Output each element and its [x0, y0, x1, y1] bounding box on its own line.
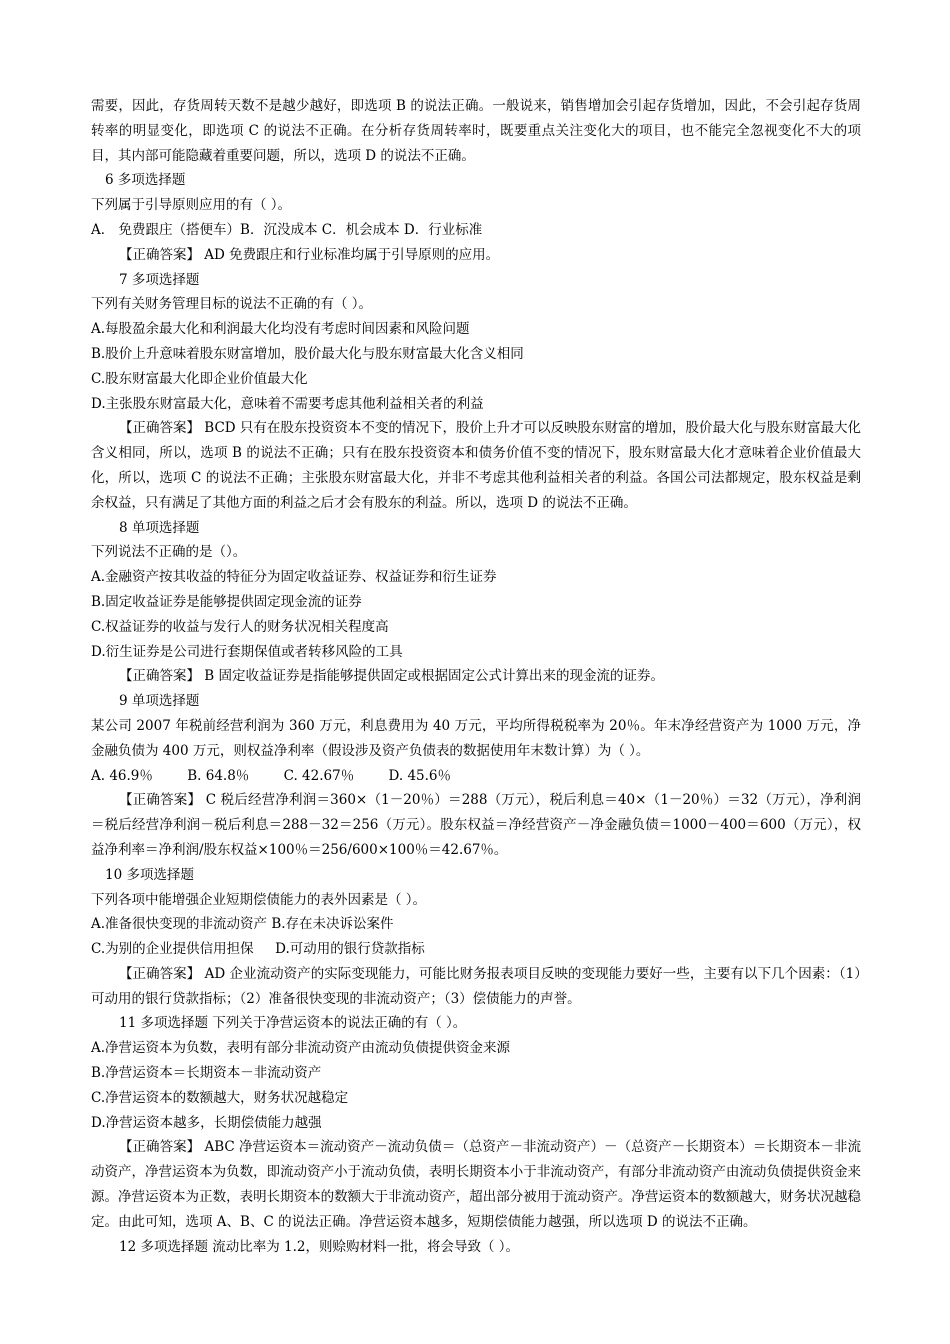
question-11-option-d: D.净营运资本越多，长期偿债能力越强 — [91, 1114, 322, 1131]
question-10-heading: 10 多项选择题 — [105, 866, 194, 883]
question-11-option-b: B.净营运资本＝长期资本－非流动资产 — [91, 1065, 322, 1082]
question-8-answer: 【正确答案】 B 固定收益证券是指能够提供固定或根据固定公式计算出来的现金流的证券。 — [119, 668, 665, 685]
question-7-option-c: C.股东财富最大化即企业价值最大化 — [91, 370, 308, 387]
question-11-option-c: C.净营运资本的数额越大，财务状况越稳定 — [91, 1089, 349, 1106]
question-7-option-a: A.每股盈余最大化和利润最大化均没有考虑时间因素和风险问题 — [91, 321, 470, 338]
question-10-options-ab: A.准备很快变现的非流动资产 B.存在未决诉讼案件 — [91, 916, 394, 933]
question-8-option-d: D.衍生证券是公司进行套期保值或者转移风险的工具 — [91, 643, 403, 660]
question-11-heading: 11 多项选择题 下列关于净营运资本的说法正确的有（ ）。 — [119, 1015, 467, 1032]
question-7-heading: 7 多项选择题 — [119, 271, 200, 288]
question-9-answer: 【正确答案】 C 税后经营净利润＝360×（1－20％）＝288（万元），税后利息＝40×（1－20％）＝32（万元），净利润＝税后经营净利润－税后利息＝288－32＝256（万元）。股东权益＝净经营资产－净金融负债＝1000－400＝600（万元），权益净利率＝净利润/股东权益×100％＝256/600×100％＝42.67％。 — [91, 792, 861, 858]
question-6-heading: 6 多项选择题 — [105, 172, 186, 189]
document-page — [91, 94, 861, 1259]
question-7-answer: 【正确答案】 BCD 只有在股东投资资本不变的情况下，股价上升才可以反映股东财富的增加，股价最大化与股东财富最大化含义相同，所以，选项 B 的说法不正确；只有在股东投资资本和债务价值不变的情况下，股东财富最大化才意味着企业价值最大化，所以，选项 C 的说法不正确；主张股东财富最大化，并非不考虑其他利益相关者的利益。各国公司法都规定，股东权益是剩余权益，只有满足了其他方面的利益之后才会有股东的利益。所以，选项 D 的说法不正确。 — [91, 420, 861, 511]
question-8-heading: 8 单项选择题 — [119, 519, 200, 536]
question-11-option-a: A.净营运资本为负数，表明有部分非流动资产由流动负债提供资金来源 — [91, 1040, 511, 1057]
question-9-stem: 某公司 2007 年税前经营利润为 360 万元，利息费用为 40 万元，平均所得税税率为 20％。年末净经营资产为 1000 万元，净金融负债为 400 万元，则权益净利率（假设涉及资产负债表的数据使用年末数计算）为（ ）。 — [91, 717, 861, 759]
question-9-options — [91, 764, 861, 789]
question-8-option-b: B.固定收益证券是能够提供固定现金流的证券 — [91, 593, 362, 610]
question-12-heading: 12 多项选择题 流动比率为 1.2，则赊购材料一批，将会导致（ ）。 — [119, 1238, 520, 1255]
question-9-heading: 9 单项选择题 — [119, 693, 200, 710]
question-8-option-a: A.金融资产按其收益的特征分为固定收益证券、权益证券和衍生证券 — [91, 569, 497, 586]
question-10-answer: 【正确答案】 AD 企业流动资产的实际变现能力，可能比财务报表项目反映的变现能力要好一些，主要有以下几个因素：（1）可动用的银行贷款指标；（2）准备很快变现的非流动资产；（3）偿债能力的声誉。 — [91, 965, 861, 1007]
question-7-option-d: D.主张股东财富最大化，意味着不需要考虑其他利益相关者的利益 — [91, 395, 484, 412]
question-7-stem: 下列有关财务管理目标的说法不正确的有（ ）。 — [91, 296, 373, 313]
question-6-stem: 下列属于引导原则应用的有（ ）。 — [91, 197, 292, 214]
question-10-stem: 下列各项中能增强企业短期偿债能力的表外因素是（ ）。 — [91, 891, 427, 908]
question-10-options-cd — [91, 937, 861, 962]
question-7-option-b: B.股价上升意味着股东财富增加，股价最大化与股东财富最大化含义相同 — [91, 345, 524, 362]
question-9-options-text: A. 46.9％ B. 64.8％ C. 42.67％ D. 45.6％ — [91, 767, 452, 784]
question-8-stem: 下列说法不正确的是（）。 — [91, 544, 247, 561]
question-6-answer: 【正确答案】 AD 免费跟庄和行业标准均属于引导原则的应用。 — [119, 246, 500, 263]
question-6-options: A． 免费跟庄（搭便车）B．沉没成本 C．机会成本 D．行业标准 — [91, 221, 483, 238]
question-11-answer: 【正确答案】 ABC 净营运资本＝流动资产－流动负债＝（总资产－非流动资产）－（总资产－长期资本）＝长期资本－非流动资产，净营运资本为负数，即流动资产小于流动负债，表明长期资本小于非流动资产，有部分非流动资产由流动负债提供资金来源。净营运资本为正数，表明长期资本的数额大于非流动资产，超出部分被用于流动资产。净营运资本的数额越大，财务状况越稳定。由此可知，选项 A、B、C 的说法正确。净营运资本越多，短期偿债能力越强，所以选项 D 的说法不正确。 — [91, 1139, 861, 1230]
question-8-option-c: C.权益证券的收益与发行人的财务状况相关程度高 — [91, 618, 389, 635]
question-10-options-cd-text: C.为别的企业提供信用担保 D.可动用的银行贷款指标 — [91, 941, 425, 958]
paragraph-continuation: 需要，因此，存货周转天数不是越少越好，即选项 B 的说法正确。一般说来，销售增加会引起存货增加，因此，不会引起存货周转率的明显变化，即选项 C 的说法不正确。在分析存货周转率时，既要重点关注变化大的项目，也不能完全忽视变化不大的项目，其内部可能隐藏着重要问题，所以，选项 D 的说法不正确。 — [91, 98, 861, 164]
